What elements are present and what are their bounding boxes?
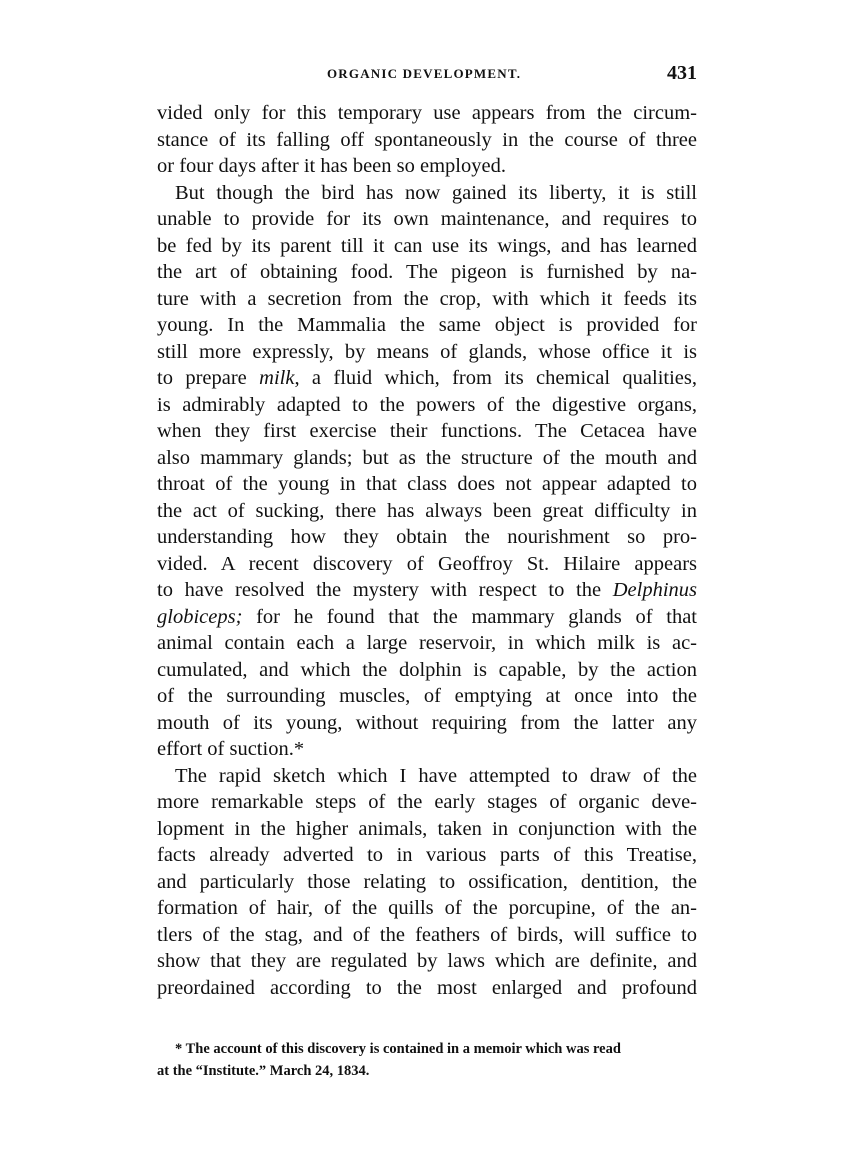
- running-head: [157, 60, 697, 90]
- running-title: ORGANIC DEVELOPMENT.: [327, 66, 522, 81]
- text-line: tlers of the stag, and of the feathers of birds, will suffice to: [157, 923, 697, 946]
- footnote-line: * The account of this discovery is contained in a memoir which was read: [175, 1041, 621, 1057]
- text-line: the art of obtaining food. The pigeon is furnished by na-: [157, 261, 697, 283]
- text-line: formation of hair, of the quills of the porcupine, of the an-: [157, 897, 697, 919]
- text-line: also mammary glands; but as the structure of the mouth and: [157, 446, 697, 469]
- text-line: more remarkable steps of the early stages of organic deve-: [157, 791, 697, 813]
- text-line: preordained according to the most enlarged and profound: [157, 976, 697, 999]
- text-line: But though the bird has now gained its liberty, it is still: [175, 181, 697, 204]
- page-number: 431: [667, 62, 697, 84]
- body-text: [157, 100, 697, 1001]
- text-line: vided only for this temporary use appears from the circum-: [157, 102, 697, 124]
- text-line: ture with a secretion from the crop, with which it feeds its: [157, 287, 697, 310]
- text-segment: to have resolved the mystery with respect to the: [157, 579, 613, 601]
- italic-term: milk: [259, 367, 295, 389]
- text-line: or four days after it has been so employed.: [157, 155, 506, 177]
- text-segment: for he found that the mammary glands of that: [242, 605, 697, 628]
- book-page: [157, 60, 697, 1120]
- text-line: show that they are regulated by laws which are definite, and: [157, 950, 697, 972]
- text-line: The rapid sketch which I have attempted to draw of the: [175, 764, 697, 787]
- text-line: understanding how they obtain the nourishment so pro-: [157, 526, 697, 548]
- text-line: stance of its falling off spontaneously in the course of three: [157, 128, 697, 151]
- text-line: and particularly those relating to ossification, dentition, the: [157, 870, 697, 893]
- text-segment: , a fluid which, from its chemical qualities,: [294, 367, 697, 389]
- text-line: be fed by its parent till it can use its wings, and has learned: [157, 234, 697, 257]
- text-line: [157, 365, 697, 392]
- text-line: throat of the young in that class does not appear adapted to: [157, 473, 697, 495]
- text-line: mouth of its young, without requiring from the latter any: [157, 711, 697, 734]
- text-line: animal contain each a large reservoir, in which milk is ac-: [157, 632, 697, 654]
- footnote-line: at the “Institute.” March 24, 1834.: [157, 1063, 370, 1079]
- text-line: [157, 604, 697, 631]
- text-segment: to prepare: [157, 367, 260, 389]
- text-line: young. In the Mammalia the same object is provided for: [157, 314, 697, 336]
- text-line: effort of suction.*: [157, 738, 305, 760]
- text-line: is admirably adapted to the powers of the digestive organs,: [157, 393, 697, 416]
- text-line: unable to provide for its own maintenance, and requires to: [157, 208, 697, 230]
- text-line: of the surrounding muscles, of emptying at once into the: [157, 685, 697, 707]
- text-line: when they first exercise their functions. The Cetacea have: [157, 420, 697, 442]
- text-line: the act of sucking, there has always been great difficulty in: [157, 499, 697, 522]
- text-line: facts already adverted to in various parts of this Treatise,: [157, 844, 697, 866]
- text-line: vided. A recent discovery of Geoffroy St. Hilaire appears: [157, 552, 697, 575]
- italic-term: globiceps;: [157, 605, 243, 628]
- italic-term: Delphinus: [612, 579, 697, 601]
- text-line: still more expressly, by means of glands, whose office it is: [157, 340, 697, 363]
- text-line: [157, 577, 697, 604]
- text-line: lopment in the higher animals, taken in conjunction with the: [157, 817, 697, 840]
- footnote: [157, 1038, 697, 1082]
- text-line: cumulated, and which the dolphin is capable, by the action: [157, 658, 697, 681]
